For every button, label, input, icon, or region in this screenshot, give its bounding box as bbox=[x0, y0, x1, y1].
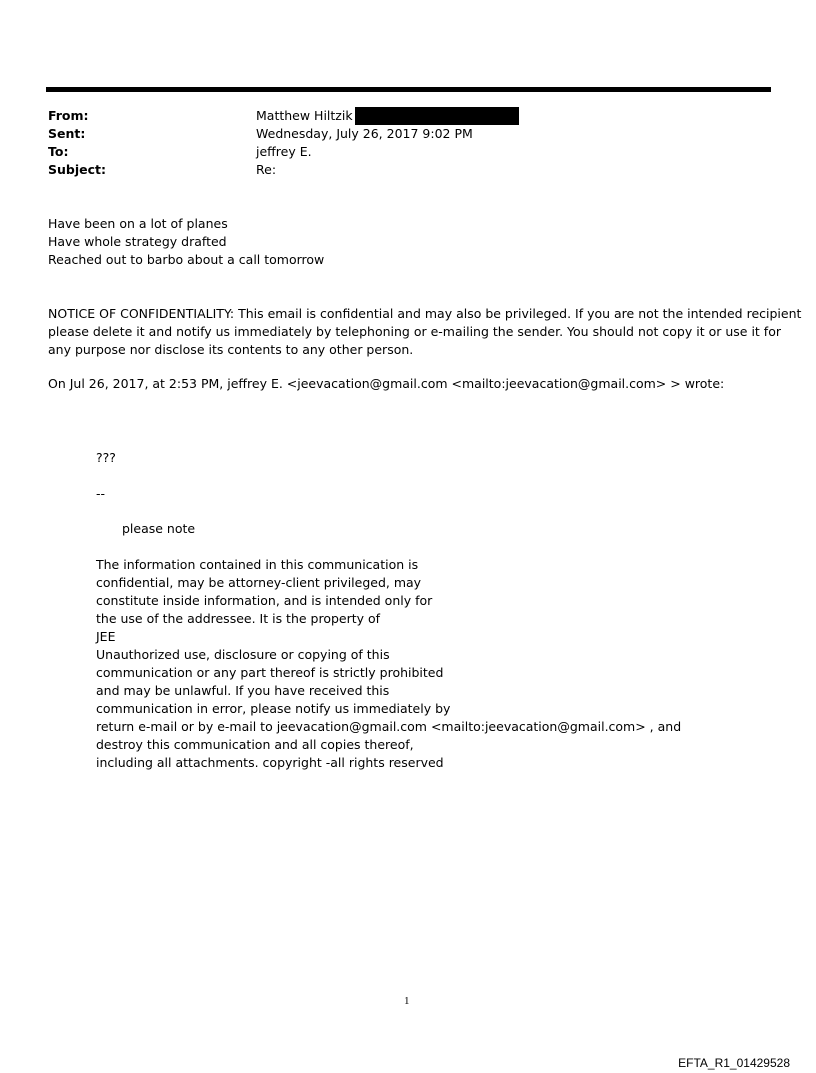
disclaimer-line: confidential, may be attorney-client privileged, may bbox=[96, 575, 422, 590]
disclaimer-line: and may be unlawful. If you have received this bbox=[96, 683, 390, 698]
header-rule bbox=[46, 87, 771, 92]
from-name: Matthew Hiltzik bbox=[256, 108, 353, 123]
disclaimer-line: the use of the addressee. It is the property of bbox=[96, 611, 381, 626]
from-label: From: bbox=[48, 108, 89, 123]
confidentiality-notice-line: any purpose nor disclose its contents to any other person. bbox=[48, 342, 414, 357]
subject-label: Subject: bbox=[48, 162, 106, 177]
body-line: Have been on a lot of planes bbox=[48, 216, 228, 231]
disclaimer-line: destroy this communication and all copies thereof, bbox=[96, 737, 414, 752]
disclaimer-line: constitute inside information, and is intended only for bbox=[96, 593, 433, 608]
to-value: jeffrey E. bbox=[256, 144, 312, 159]
disclaimer-line: JEE bbox=[96, 629, 116, 644]
disclaimer-line: The information contained in this communication is bbox=[96, 557, 419, 572]
disclaimer-line: communication or any part thereof is strictly prohibited bbox=[96, 665, 444, 680]
disclaimer-line: return e-mail or by e-mail to jeevacation@gmail.com <mailto:jeevacation@gmail.com> , and bbox=[96, 719, 682, 734]
sent-label: Sent: bbox=[48, 126, 86, 141]
sent-value: Wednesday, July 26, 2017 9:02 PM bbox=[256, 126, 473, 141]
please-note: please note bbox=[122, 521, 196, 536]
to-label: To: bbox=[48, 144, 69, 159]
redaction-box bbox=[355, 107, 519, 125]
body-line: Reached out to barbo about a call tomorrow bbox=[48, 252, 325, 267]
bates-number: EFTA_R1_01429528 bbox=[678, 1056, 790, 1070]
signature-separator: -- bbox=[96, 486, 106, 501]
body-line: Have whole strategy drafted bbox=[48, 234, 227, 249]
disclaimer-line: communication in error, please notify us immediately by bbox=[96, 701, 451, 716]
confidentiality-notice-line: NOTICE OF CONFIDENTIALITY: This email is confidential and may also be privileged. If you are not the intended recipient bbox=[48, 306, 802, 321]
from-value bbox=[256, 107, 519, 125]
quoted-text: ??? bbox=[96, 450, 116, 465]
confidentiality-notice-line: please delete it and notify us immediately by telephoning or e-mailing the sender. You should not copy it or use it for bbox=[48, 324, 781, 339]
disclaimer-line: Unauthorized use, disclosure or copying of this bbox=[96, 647, 390, 662]
subject-value: Re: bbox=[256, 162, 277, 177]
disclaimer-line: including all attachments. copyright -all rights reserved bbox=[96, 755, 444, 770]
quote-intro: On Jul 26, 2017, at 2:53 PM, jeffrey E. <jeevacation@gmail.com <mailto:jeevacation@gmail.com> > wrote: bbox=[48, 376, 725, 391]
page-number: 1 bbox=[404, 995, 410, 1007]
